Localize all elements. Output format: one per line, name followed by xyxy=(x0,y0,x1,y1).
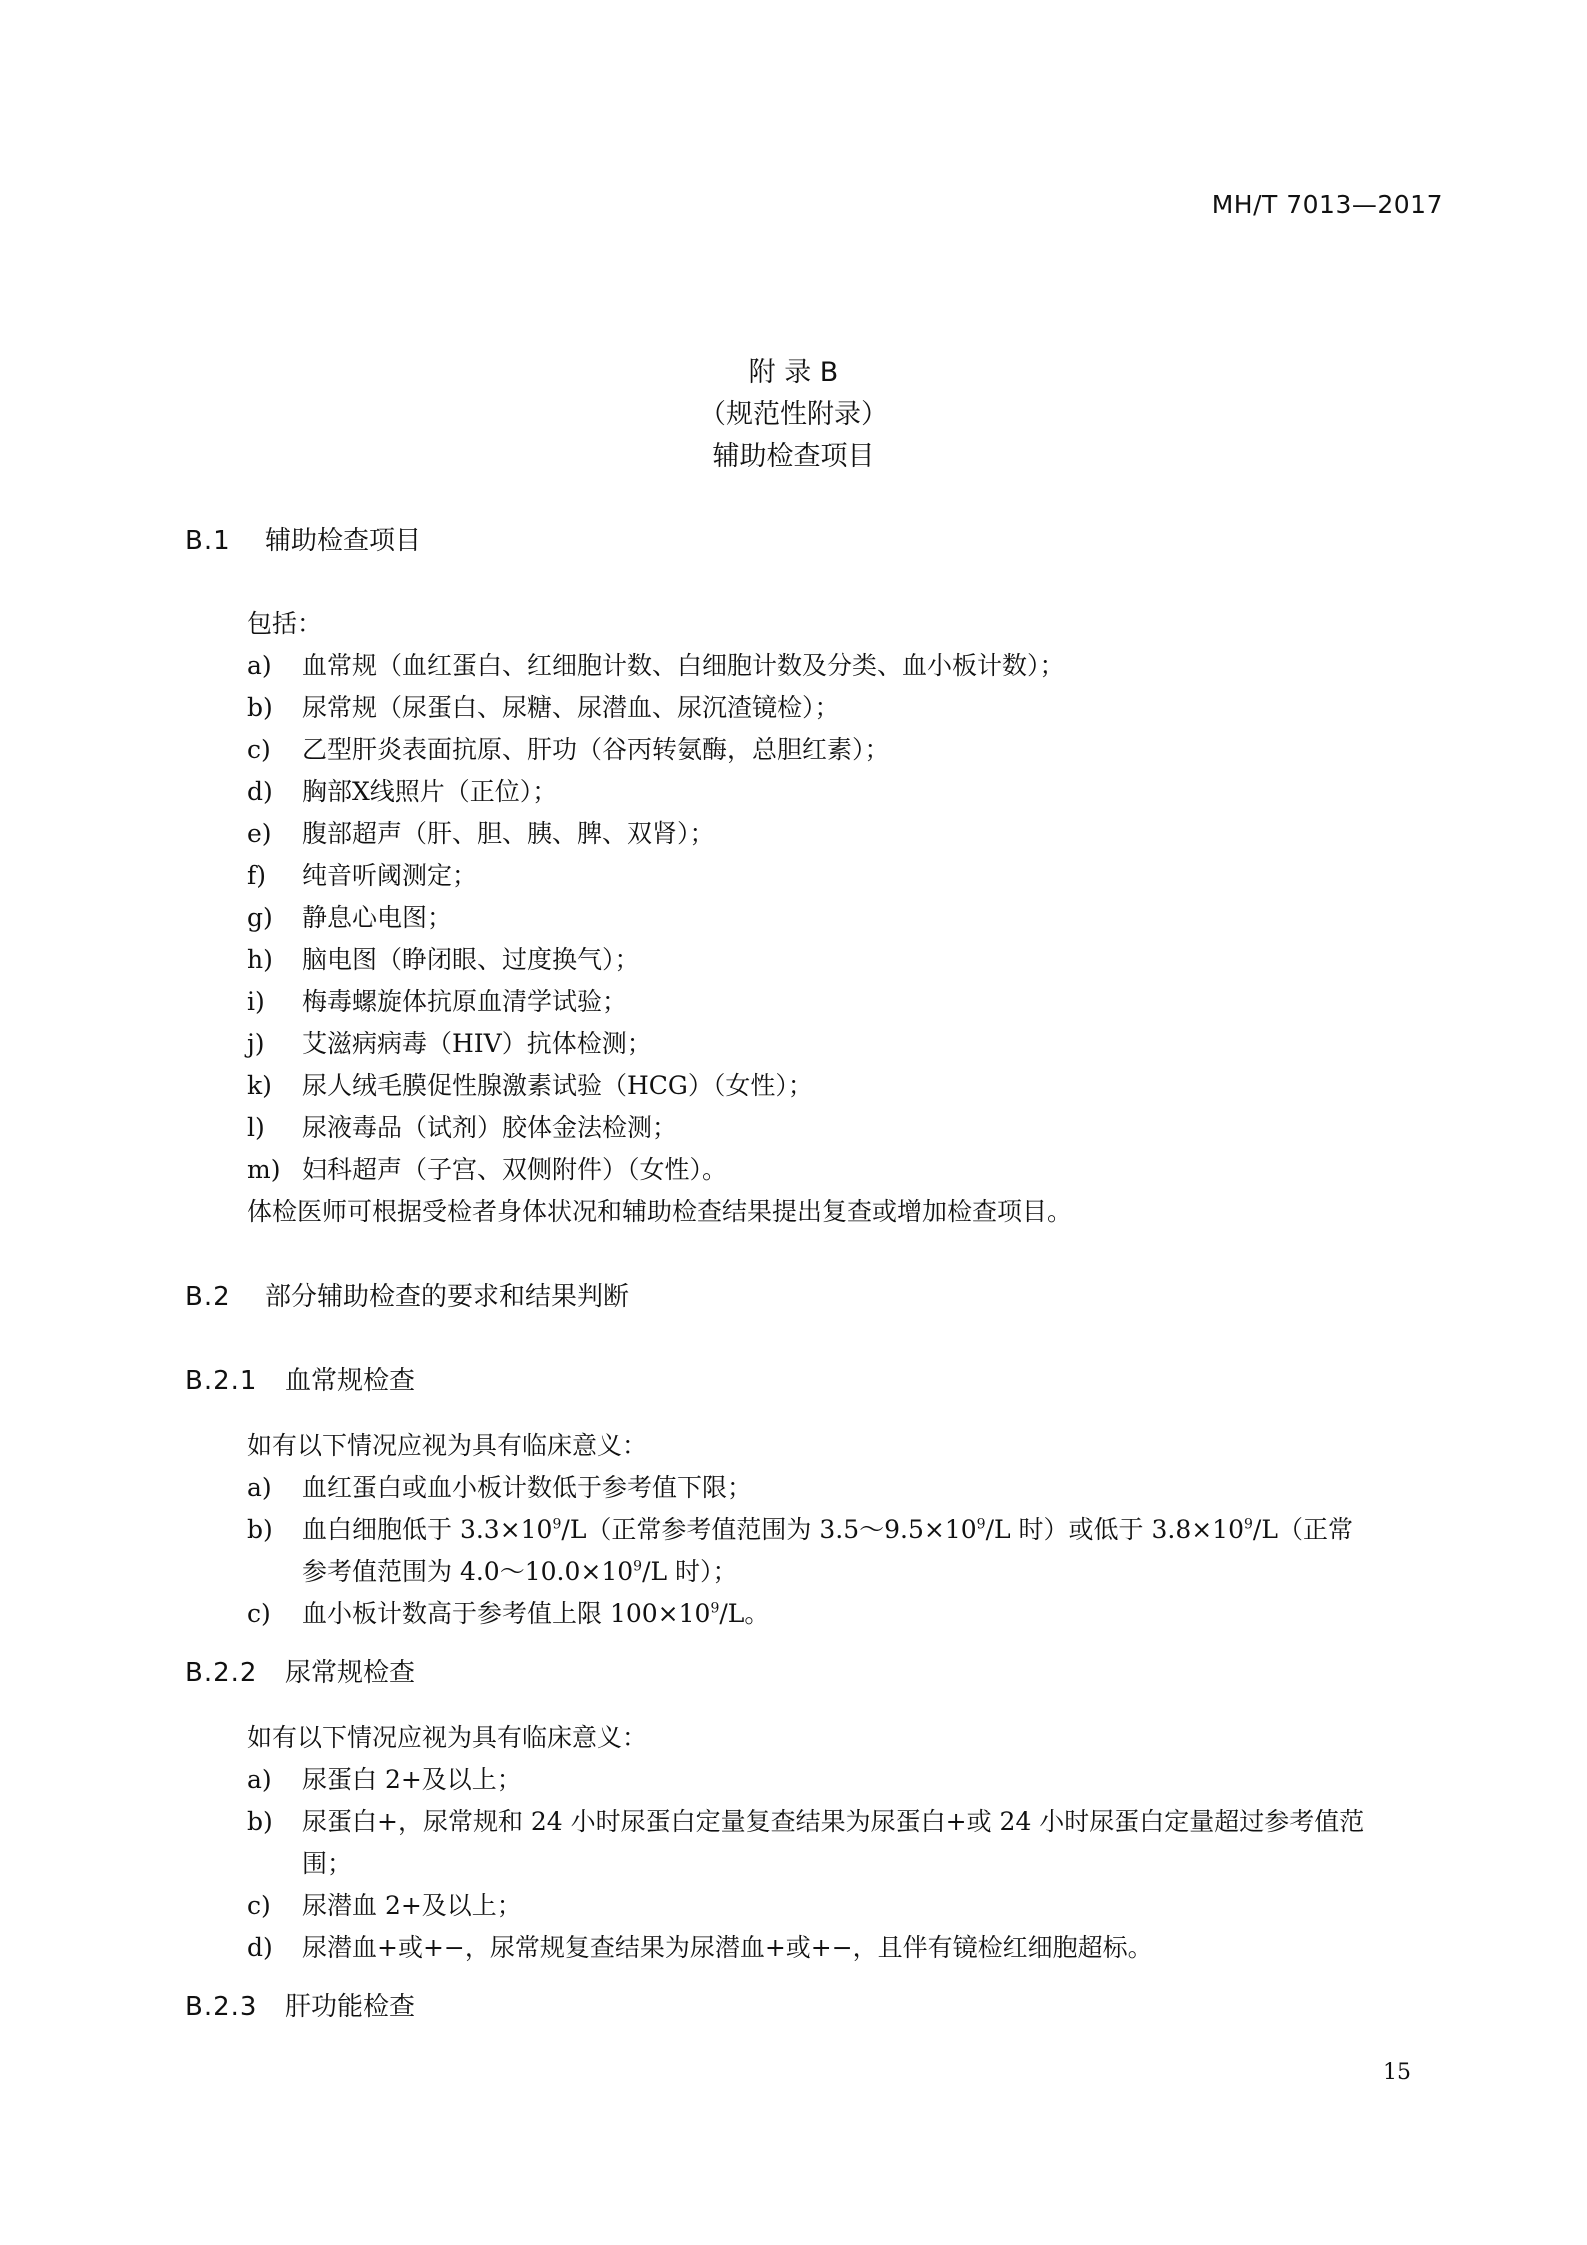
list-item xyxy=(247,982,627,1018)
list-text: 尿潜血 2+及以上； xyxy=(302,1891,522,1920)
list-marker: d) xyxy=(247,1933,273,1962)
list-text: 静息心电图； xyxy=(302,903,453,932)
list-item xyxy=(247,1066,813,1102)
section-title: 部分辅助检查的要求和结果判断 xyxy=(265,1282,630,1312)
list-marker: c) xyxy=(247,1599,271,1628)
list-text: 乙型肝炎表面抗原、肝功（谷丙转氨酶，总胆红素）； xyxy=(302,735,890,764)
list-item xyxy=(247,1928,1153,1964)
list-marker: m) xyxy=(247,1155,281,1184)
list-text: 血红蛋白或血小板计数低于参考值下限； xyxy=(302,1473,753,1502)
list-marker: i) xyxy=(247,987,265,1016)
list-item xyxy=(247,1594,769,1630)
list-item xyxy=(247,772,557,808)
section-number: B.2 xyxy=(185,1282,231,1312)
list-marker: b) xyxy=(247,1515,273,1544)
list-item xyxy=(247,1760,522,1796)
section-title: 尿常规检查 xyxy=(285,1658,416,1688)
list-marker: l) xyxy=(247,1113,265,1142)
list-text: 妇科超声（子宫、双侧附件）（女性）。 xyxy=(302,1155,728,1184)
list-item xyxy=(247,940,640,976)
list-item xyxy=(247,1468,752,1504)
list-marker: g) xyxy=(247,903,273,932)
list-marker: k) xyxy=(247,1071,272,1100)
section-title: 肝功能检查 xyxy=(285,1992,416,2022)
annex-type: （规范性附录） xyxy=(699,399,888,430)
list-text: 尿人绒毛膜促性腺激素试验（HCG）（女性）； xyxy=(302,1071,813,1100)
list-marker: c) xyxy=(247,1891,271,1920)
list-text: 脑电图（睁闭眼、过度换气）； xyxy=(302,945,640,974)
paragraph-intro: 如有以下情况应视为具有临床意义： xyxy=(247,1431,648,1460)
list-item xyxy=(247,814,715,850)
list-text: 血白细胞低于 $3.3\times 10^9/L$（正常参考值范围为 $3.5\sim 9.5\times 10^9/L$ 时）或低于 $3.8\times 10^9/L$（正常 xyxy=(302,1515,1353,1544)
list-item xyxy=(247,1024,652,1060)
list-text: 尿液毒品（试剂）胶体金法检测； xyxy=(302,1113,678,1142)
section-heading-b1 xyxy=(185,520,421,557)
section-heading-b23 xyxy=(185,1986,415,2023)
list-text: 胸部X线照片（正位）； xyxy=(302,777,558,806)
list-item xyxy=(247,688,840,724)
list-text: 尿常规（尿蛋白、尿糖、尿潜血、尿沉渣镜检）； xyxy=(302,693,840,722)
section-number: B.2.1 xyxy=(185,1366,258,1396)
list-text-continuation: 参考值范围为 $4.0\sim 10.0\times 10^9/L$ 时）； xyxy=(302,1557,738,1586)
section-title: 血常规检查 xyxy=(285,1366,416,1396)
list-text-continuation: 围； xyxy=(302,1849,353,1878)
list-marker: c) xyxy=(247,735,271,764)
list-marker: a) xyxy=(247,651,272,680)
list-marker: f) xyxy=(247,861,267,890)
list-item xyxy=(247,1150,727,1186)
section-heading-b21 xyxy=(185,1360,415,1397)
list-text: 尿蛋白 2+及以上； xyxy=(302,1765,522,1794)
section-heading-b2 xyxy=(185,1276,629,1313)
list-item xyxy=(247,856,477,892)
list-item xyxy=(247,646,1065,682)
annex-name: 辅助检查项目 xyxy=(712,441,875,472)
list-marker: e) xyxy=(247,819,272,848)
list-marker: j) xyxy=(247,1029,265,1058)
section-number: B.1 xyxy=(185,526,231,556)
paragraph-intro: 包括： xyxy=(247,609,323,638)
list-text: 血小板计数高于参考值上限 $100\times 10^9/L$。 xyxy=(302,1599,770,1628)
list-item xyxy=(247,730,890,766)
list-text: 尿蛋白+，尿常规和 24 小时尿蛋白定量复查结果为尿蛋白+或 24 小时尿蛋白定量超过参考值范 xyxy=(302,1807,1365,1836)
list-marker: d) xyxy=(247,777,273,806)
paragraph-closing: 体检医师可根据受检者身体状况和辅助检查结果提出复查或增加检查项目。 xyxy=(247,1197,1073,1226)
list-text: 艾滋病病毒（HIV）抗体检测； xyxy=(302,1029,652,1058)
section-number: B.2.2 xyxy=(185,1658,258,1688)
list-item xyxy=(247,1108,677,1144)
list-item xyxy=(247,898,452,934)
section-heading-b22 xyxy=(185,1652,415,1689)
list-text: 腹部超声（肝、胆、胰、脾、双肾）； xyxy=(302,819,715,848)
standard-code: MH/T 7013—2017 xyxy=(1211,190,1443,219)
list-text: 梅毒螺旋体抗原血清学试验； xyxy=(302,987,628,1016)
list-marker: b) xyxy=(247,1807,273,1836)
list-item xyxy=(247,1802,1364,1838)
list-marker: h) xyxy=(247,945,273,974)
list-text: 血常规（血红蛋白、红细胞计数、白细胞计数及分类、血小板计数）； xyxy=(302,651,1065,680)
list-item xyxy=(247,1510,1353,1546)
list-marker: a) xyxy=(247,1473,272,1502)
page-number: 15 xyxy=(1383,2060,1411,2085)
list-text: 纯音听阈测定； xyxy=(302,861,478,890)
section-number: B.2.3 xyxy=(185,1992,258,2022)
list-marker: a) xyxy=(247,1765,272,1794)
annex-title: 附 录 B xyxy=(748,357,839,388)
list-item xyxy=(247,1886,522,1922)
list-text: 尿潜血+或+−，尿常规复查结果为尿潜血+或+−，且伴有镜检红细胞超标。 xyxy=(302,1933,1153,1962)
section-title: 辅助检查项目 xyxy=(265,526,422,556)
list-marker: b) xyxy=(247,693,273,722)
paragraph-intro: 如有以下情况应视为具有临床意义： xyxy=(247,1723,648,1752)
